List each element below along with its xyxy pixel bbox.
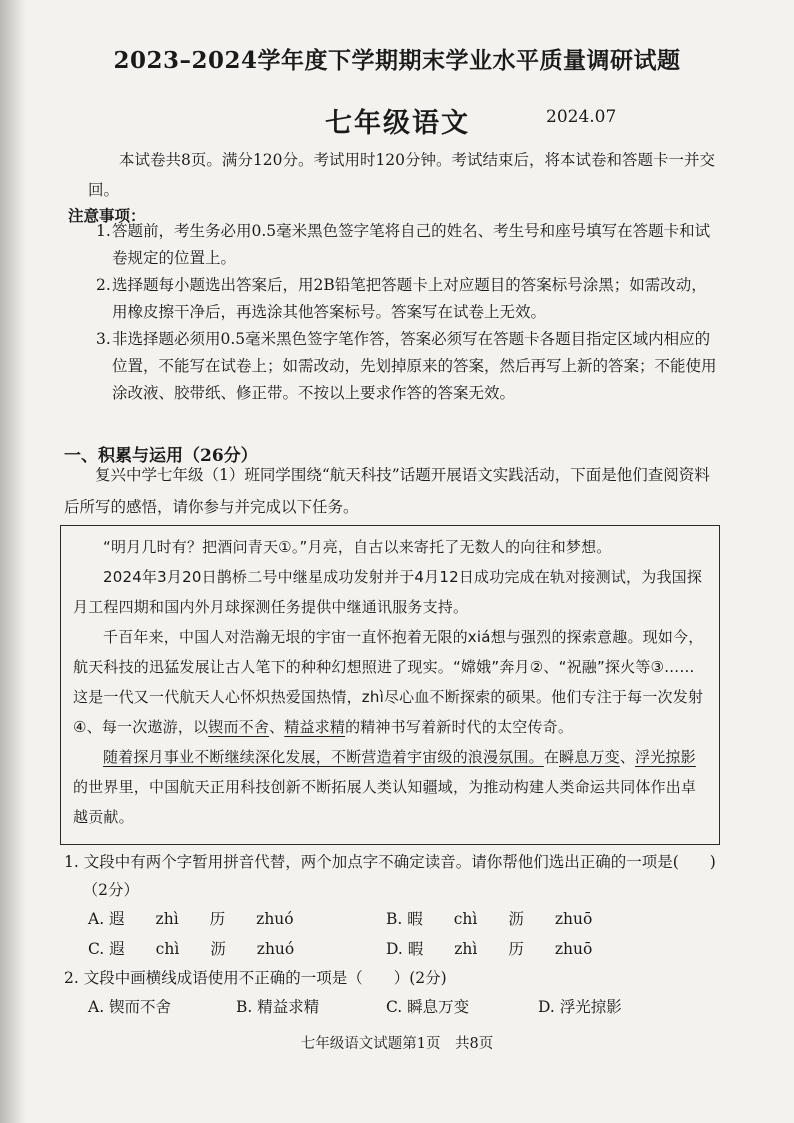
notice-item bbox=[96, 218, 720, 272]
underlined-sentence: 随着探月事业不断继续深化发展，不断营造着宇宙级的浪漫氛围。 bbox=[103, 748, 544, 766]
notice-item-text: 选择题每小题选出答案后，用2B铅笔把答题卡上对应题目的答案标号涂黑；如需改动，用橡皮擦干净后，再选涂其他答案标号。答案写在试卷上无效。 bbox=[112, 276, 707, 321]
passage-text: 、 bbox=[619, 748, 636, 766]
exam-date: 2024.07 bbox=[546, 107, 617, 127]
notice-item-number: 1. bbox=[96, 222, 111, 240]
question-stem: 2. 文段中画横线成语使用不正确的一项是（ ）(2分) bbox=[64, 969, 447, 987]
question-list bbox=[64, 848, 728, 1026]
passage-paragraph: 2024年3月20日鹊桥二号中继星成功发射并于4月12日成功完成在轨对接测试，为我国探月工程四期和国内外月球探测任务提供中继通讯服务支持。 bbox=[73, 568, 703, 616]
question-options bbox=[88, 904, 728, 964]
question-stem: 1. 文段中有两个字暂用拼音代替，两个加点字不确定读音。请你帮他们选出正确的一项是( )（2分） bbox=[64, 853, 716, 899]
page-footer: 七年级语文试题第1页 共8页 bbox=[300, 1036, 494, 1052]
passage-paragraph bbox=[73, 622, 709, 742]
passage-text: 、 bbox=[269, 718, 285, 736]
passage-paragraph: “明月几时有？把酒问青天①。”月亮，自古以来寄托了无数人的向往和梦想。 bbox=[103, 538, 612, 556]
exam-subject: 七年级语文 bbox=[325, 108, 470, 139]
option-b: B. 暇 chì 沥 zhuō bbox=[386, 910, 593, 928]
underlined-idiom: 精益求精 bbox=[284, 718, 346, 736]
notice-item bbox=[96, 272, 720, 326]
reading-passage bbox=[73, 532, 709, 832]
underlined-idiom: 瞬息万变 bbox=[559, 748, 620, 766]
underlined-idiom: 锲而不舍 bbox=[208, 718, 270, 736]
notice-list bbox=[96, 218, 720, 407]
question-options bbox=[88, 992, 728, 1026]
passage-text: 的精神书写着新时代的太空传奇。 bbox=[345, 718, 574, 736]
exam-title: 2023–2024学年度下学期期末学业水平质量调研试题 bbox=[113, 47, 681, 74]
passage-paragraph bbox=[73, 742, 709, 832]
passage-text: 千百年来，中国人对浩瀚无垠的宇宙一直怀抱着无限的xiá想与强烈的探索意趣。现如今，航天科技的迅猛发展让古人笔下的种种幻想照进了现实。“嫦娥”奔月②、“祝融”探火等③……这是一代又一代航天人心怀炽热爱国热情，zhì尽心血不断探索的硕果。他们专注于每一次发射④、每一次遨游，以 bbox=[73, 628, 704, 736]
notice-item-number: 2. bbox=[96, 276, 111, 294]
underlined-idiom: 浮光掠影 bbox=[635, 748, 696, 766]
passage-text: 在 bbox=[543, 748, 560, 766]
notice-item-number: 3. bbox=[96, 330, 111, 348]
section-intro: 复兴中学七年级（1）班同学围绕“航天科技”话题开展语文实践活动，下面是他们查阅资料后所写的感悟，请你参与并完成以下任务。 bbox=[64, 466, 710, 516]
notice-item-text: 答题前，考生务必用0.5毫米黑色签字笔将自己的姓名、考生号和座号填写在答题卡和试卷规定的位置上。 bbox=[112, 222, 711, 267]
passage-text: 的世界里，中国航天正用科技创新不断拓展人类认知疆域，为推动构建人类命运共同体作出卓越贡献。 bbox=[73, 778, 697, 826]
section-heading: 一、积累与运用（26分） bbox=[64, 446, 258, 466]
subtitle-row bbox=[0, 101, 794, 139]
exam-intro: 本试卷共8页。满分120分。考试用时120分钟。考试结束后，将本试卷和答题卡一并交回。 bbox=[88, 151, 716, 199]
option-c: C. 瞬息万变 bbox=[386, 998, 470, 1016]
notice-heading: 注意事项： bbox=[68, 206, 146, 225]
notice-item-text: 非选择题必须用0.5毫米黑色签字笔作答，答案必须写在答题卡各题目指定区域内相应的位置，不能写在试卷上；如需改动，先划掉原来的答案，然后再写上新的答案；不能使用涂改液、胶带纸、修正带。不按以上要求作答的答案无效。 bbox=[112, 330, 717, 402]
option-a: A. 锲而不舍 bbox=[88, 998, 172, 1016]
option-c: C. 遐 chì 沥 zhuó bbox=[88, 940, 295, 958]
option-d: D. 暇 zhì 历 zhuō bbox=[386, 940, 593, 958]
option-d: D. 浮光掠影 bbox=[538, 998, 622, 1016]
notice-item bbox=[96, 326, 720, 407]
option-a: A. 遐 zhì 历 zhuó bbox=[88, 910, 294, 928]
reading-passage-box bbox=[60, 525, 720, 845]
option-b: B. 精益求精 bbox=[236, 998, 320, 1016]
